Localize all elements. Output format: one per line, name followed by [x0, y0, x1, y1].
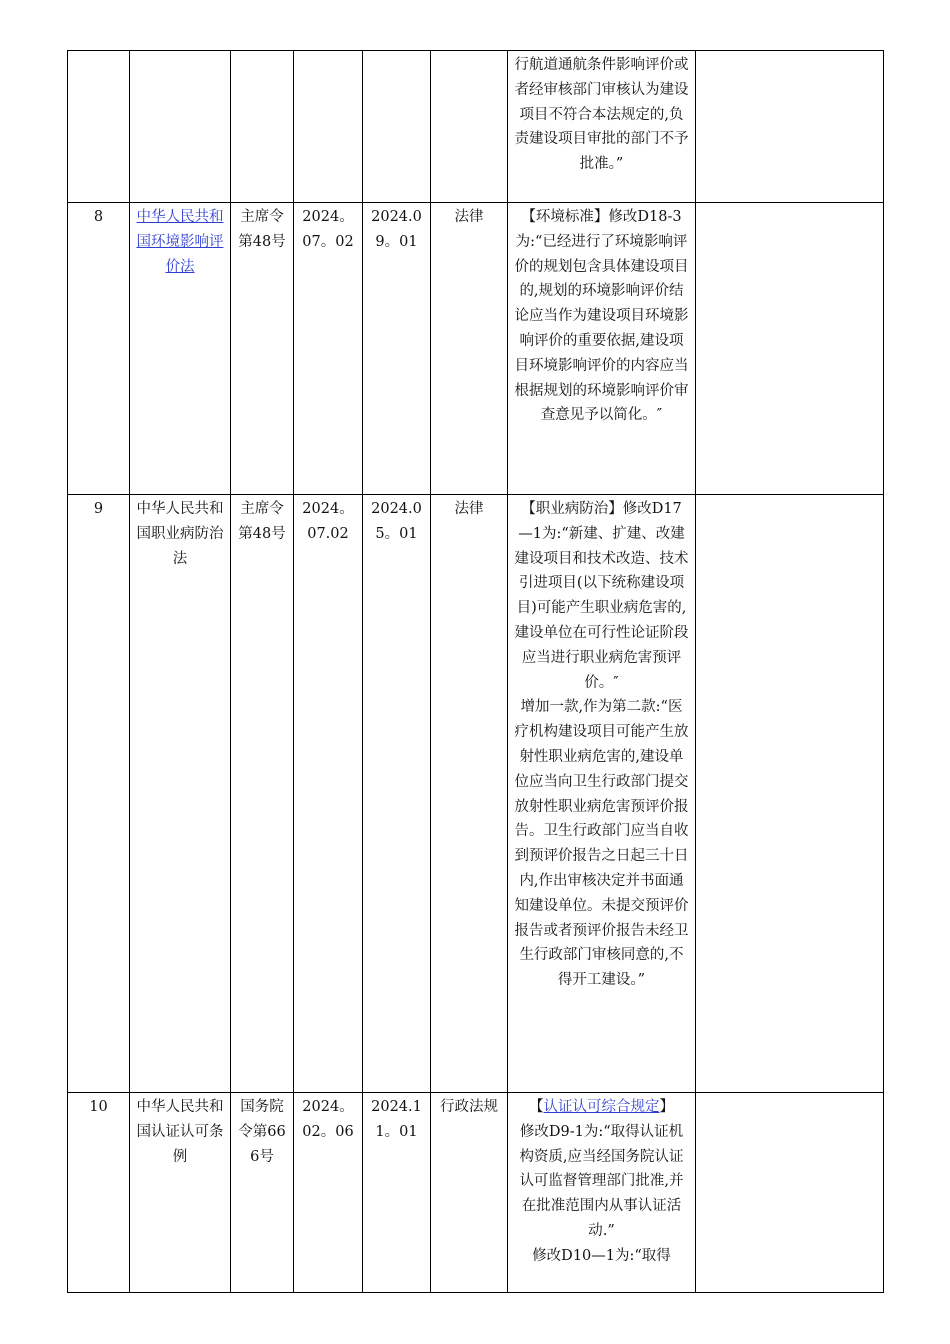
law-name: 中华人民共和国职业病防治法 — [130, 495, 231, 1093]
row-number: 9 — [68, 495, 130, 1093]
amendment-text: 修改D9-1为:“取得认证机构资质,应当经国务院认证认可监督管理部门批准,并在批准范围内从事认证活动.” — [519, 1123, 684, 1239]
effective-date: 2024.11。01 — [363, 1093, 431, 1293]
order-number: 主席令第48号 — [231, 495, 294, 1093]
publish-date — [294, 51, 363, 203]
note-cell — [696, 203, 884, 495]
note-cell — [696, 1093, 884, 1293]
row-number: 10 — [68, 1093, 130, 1293]
effective-date: 2024.05。01 — [363, 495, 431, 1093]
order-number: 国务院令第666号 — [231, 1093, 294, 1293]
law-name: 中华人民共和国认证认可条例 — [130, 1093, 231, 1293]
table-row — [68, 203, 884, 495]
amendment-text: 修改D10—1为:“取得 — [532, 1247, 671, 1264]
row-number: 8 — [68, 203, 130, 495]
amendment-text: 行航道通航条件影响评价或者经审核部门审核认为建设项目不符合本法规定的,负责建设项目审批的部门不予批准。” — [514, 57, 689, 173]
table-row — [68, 495, 884, 1093]
amendment-content — [508, 203, 696, 495]
tag-bracket-close: 】 — [659, 1099, 674, 1115]
amendment-tag-link[interactable]: 认证认可综合规定 — [543, 1099, 660, 1115]
note-cell — [696, 51, 884, 203]
law-type: 行政法规 — [431, 1093, 508, 1293]
amendment-tag — [514, 1095, 689, 1120]
amendment-text: 增加一款,作为第二款:“医疗机构建设项目可能产生放射性职业病危害的,建设单位应当向卫生行政部门提交放射性职业病危害预评价报告。卫生行政部门应当自收到预评价报告之日起三十日内,作出审核决定并书面通知建设单位。未提交预评价报告或者预评价报告未经卫生行政部门审核同意的,不得开工建设。” — [514, 699, 689, 989]
table-row — [68, 51, 884, 203]
effective-date — [363, 51, 431, 203]
law-type — [431, 51, 508, 203]
publish-date: 2024。07。02 — [294, 203, 363, 495]
law-name — [130, 203, 231, 495]
table-row — [68, 1093, 884, 1293]
order-number — [231, 51, 294, 203]
amendment-content — [508, 495, 696, 1093]
publish-date: 2024。07.02 — [294, 495, 363, 1093]
order-number: 主席令第48号 — [231, 203, 294, 495]
amendment-content — [508, 51, 696, 203]
law-name — [130, 51, 231, 203]
effective-date: 2024.09。01 — [363, 203, 431, 495]
publish-date: 2024。02。06 — [294, 1093, 363, 1293]
note-cell — [696, 495, 884, 1093]
amendment-text: 【职业病防治】修改D17—1为:“新建、扩建、改建建设项目和技术改造、技术引进项目(以下统称建设项目)可能产生职业病危害的,建设单位在可行性论证阶段应当进行职业病危害预评价。″ — [514, 501, 689, 691]
amendment-content — [508, 1093, 696, 1293]
tag-bracket-open: 【 — [529, 1099, 544, 1115]
law-name-link[interactable]: 中华人民共和国环境影响评价法 — [136, 209, 224, 275]
amendment-text: 【环境标准】修改D18-3为:“已经进行了环境影响评价的规划包含具体建设项目的,规划的环境影响评价结论应当作为建设项目环境影响评价的重要依据,建设项目环境影响评价的内容应当根据规划的环境影响评价审查意见予以简化。″ — [514, 209, 689, 424]
regulation-table — [67, 50, 884, 1293]
law-type: 法律 — [431, 495, 508, 1093]
law-type: 法律 — [431, 203, 508, 495]
row-number — [68, 51, 130, 203]
